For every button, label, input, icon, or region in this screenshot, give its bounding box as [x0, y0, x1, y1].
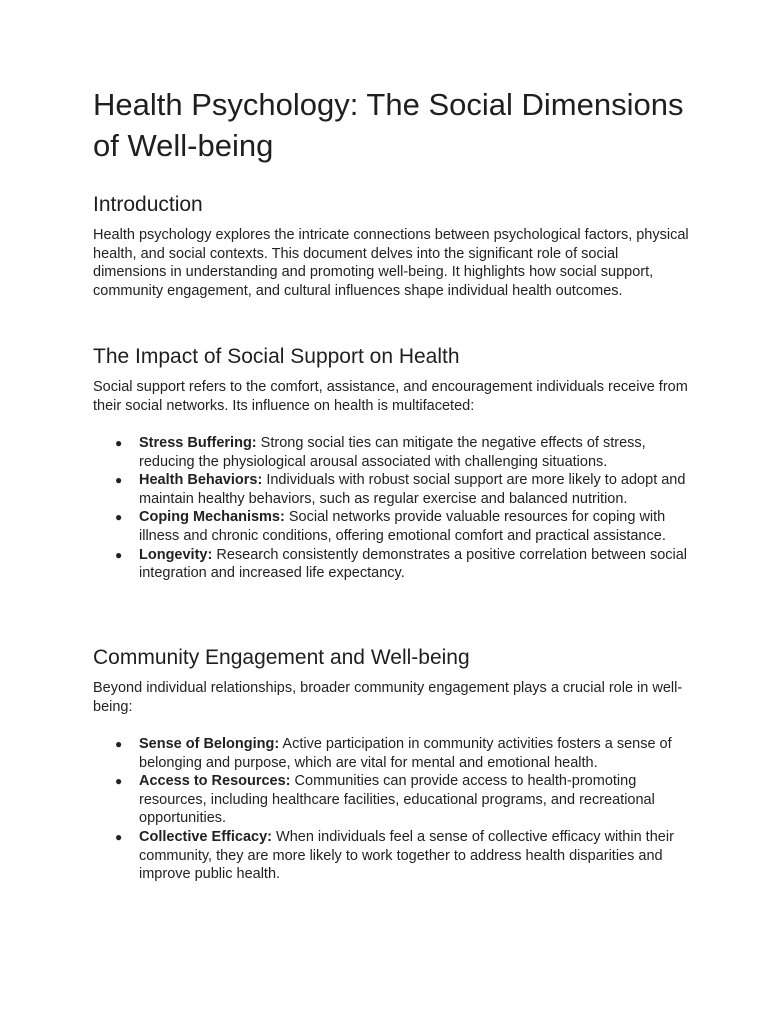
social-support-list: [93, 434, 693, 583]
list-item-text: Active participation in community activities fosters a sense of belonging and purpose, which are vital for mental and emotional health.: [139, 736, 672, 771]
community-heading: Community Engagement and Well-being: [93, 646, 470, 669]
list-item-text: Strong social ties can mitigate the negative effects of stress, reducing the physiological arousal associated with challenging situations.: [139, 435, 646, 470]
bullet-icon: ●: [115, 829, 123, 844]
list-item-term: Health Behaviors:: [139, 472, 263, 489]
intro-paragraph: Health psychology explores the intricate connections between psychological factors, physical health, and social contexts. This document delves into the significant role of social dimensions in understanding and promoting well-being. It highlights how social support, community engagement, and cultural influences shape individual health outcomes.: [93, 227, 689, 299]
community-list: [93, 735, 693, 884]
bullet-icon: ●: [115, 547, 123, 562]
bullet-icon: ●: [115, 737, 123, 751]
list-item: [93, 828, 693, 884]
list-item-text: Individuals with robust social support are more likely to adopt and maintain healthy behaviors, such as regular exercise and balanced nutrition.: [139, 472, 686, 507]
list-item-text: Research consistently demonstrates a positive correlation between social integration and increased life expectancy.: [139, 546, 688, 582]
bullet-icon: ●: [115, 473, 123, 488]
intro-heading: Introduction: [93, 193, 203, 216]
list-item: [93, 546, 693, 583]
list-item-term: Collective Efficacy:: [139, 828, 272, 845]
list-item-text: When individuals feel a sense of collective efficacy within their community, they are more likely to work together to address health disparities and improve public health.: [139, 828, 674, 883]
bullet-icon: ●: [115, 510, 123, 525]
list-item-term: Sense of Belonging:: [139, 736, 280, 752]
bullet-icon: ●: [115, 774, 123, 789]
social-support-heading: The Impact of Social Support on Health: [93, 345, 460, 368]
list-item: [93, 772, 693, 828]
list-item-term: Longevity:: [139, 546, 213, 563]
list-item-term: Access to Resources:: [139, 773, 291, 790]
social-support-paragraph: Social support refers to the comfort, assistance, and encouragement individuals receive from their social networks. Its influence on health is multifaceted:: [93, 379, 688, 414]
list-item: [93, 434, 693, 471]
bullet-icon: ●: [115, 436, 123, 450]
list-item: [93, 471, 693, 508]
list-item-text: Communities can provide access to health-promoting resources, including healthcare facilities, educational programs, and recreational opportunities.: [139, 773, 655, 827]
list-item: [93, 508, 693, 545]
community-paragraph: Beyond individual relationships, broader community engagement plays a crucial role in well-being:: [93, 680, 683, 715]
list-item: [93, 735, 693, 772]
list-item-term: Stress Buffering:: [139, 435, 257, 451]
page-title: Health Psychology: The Social Dimensions of Well-being: [93, 87, 684, 163]
list-item-text: Social networks provide valuable resources for coping with illness and chronic conditions, offering emotional comfort and practical assistance.: [139, 509, 666, 544]
list-item-term: Coping Mechanisms:: [139, 509, 285, 526]
